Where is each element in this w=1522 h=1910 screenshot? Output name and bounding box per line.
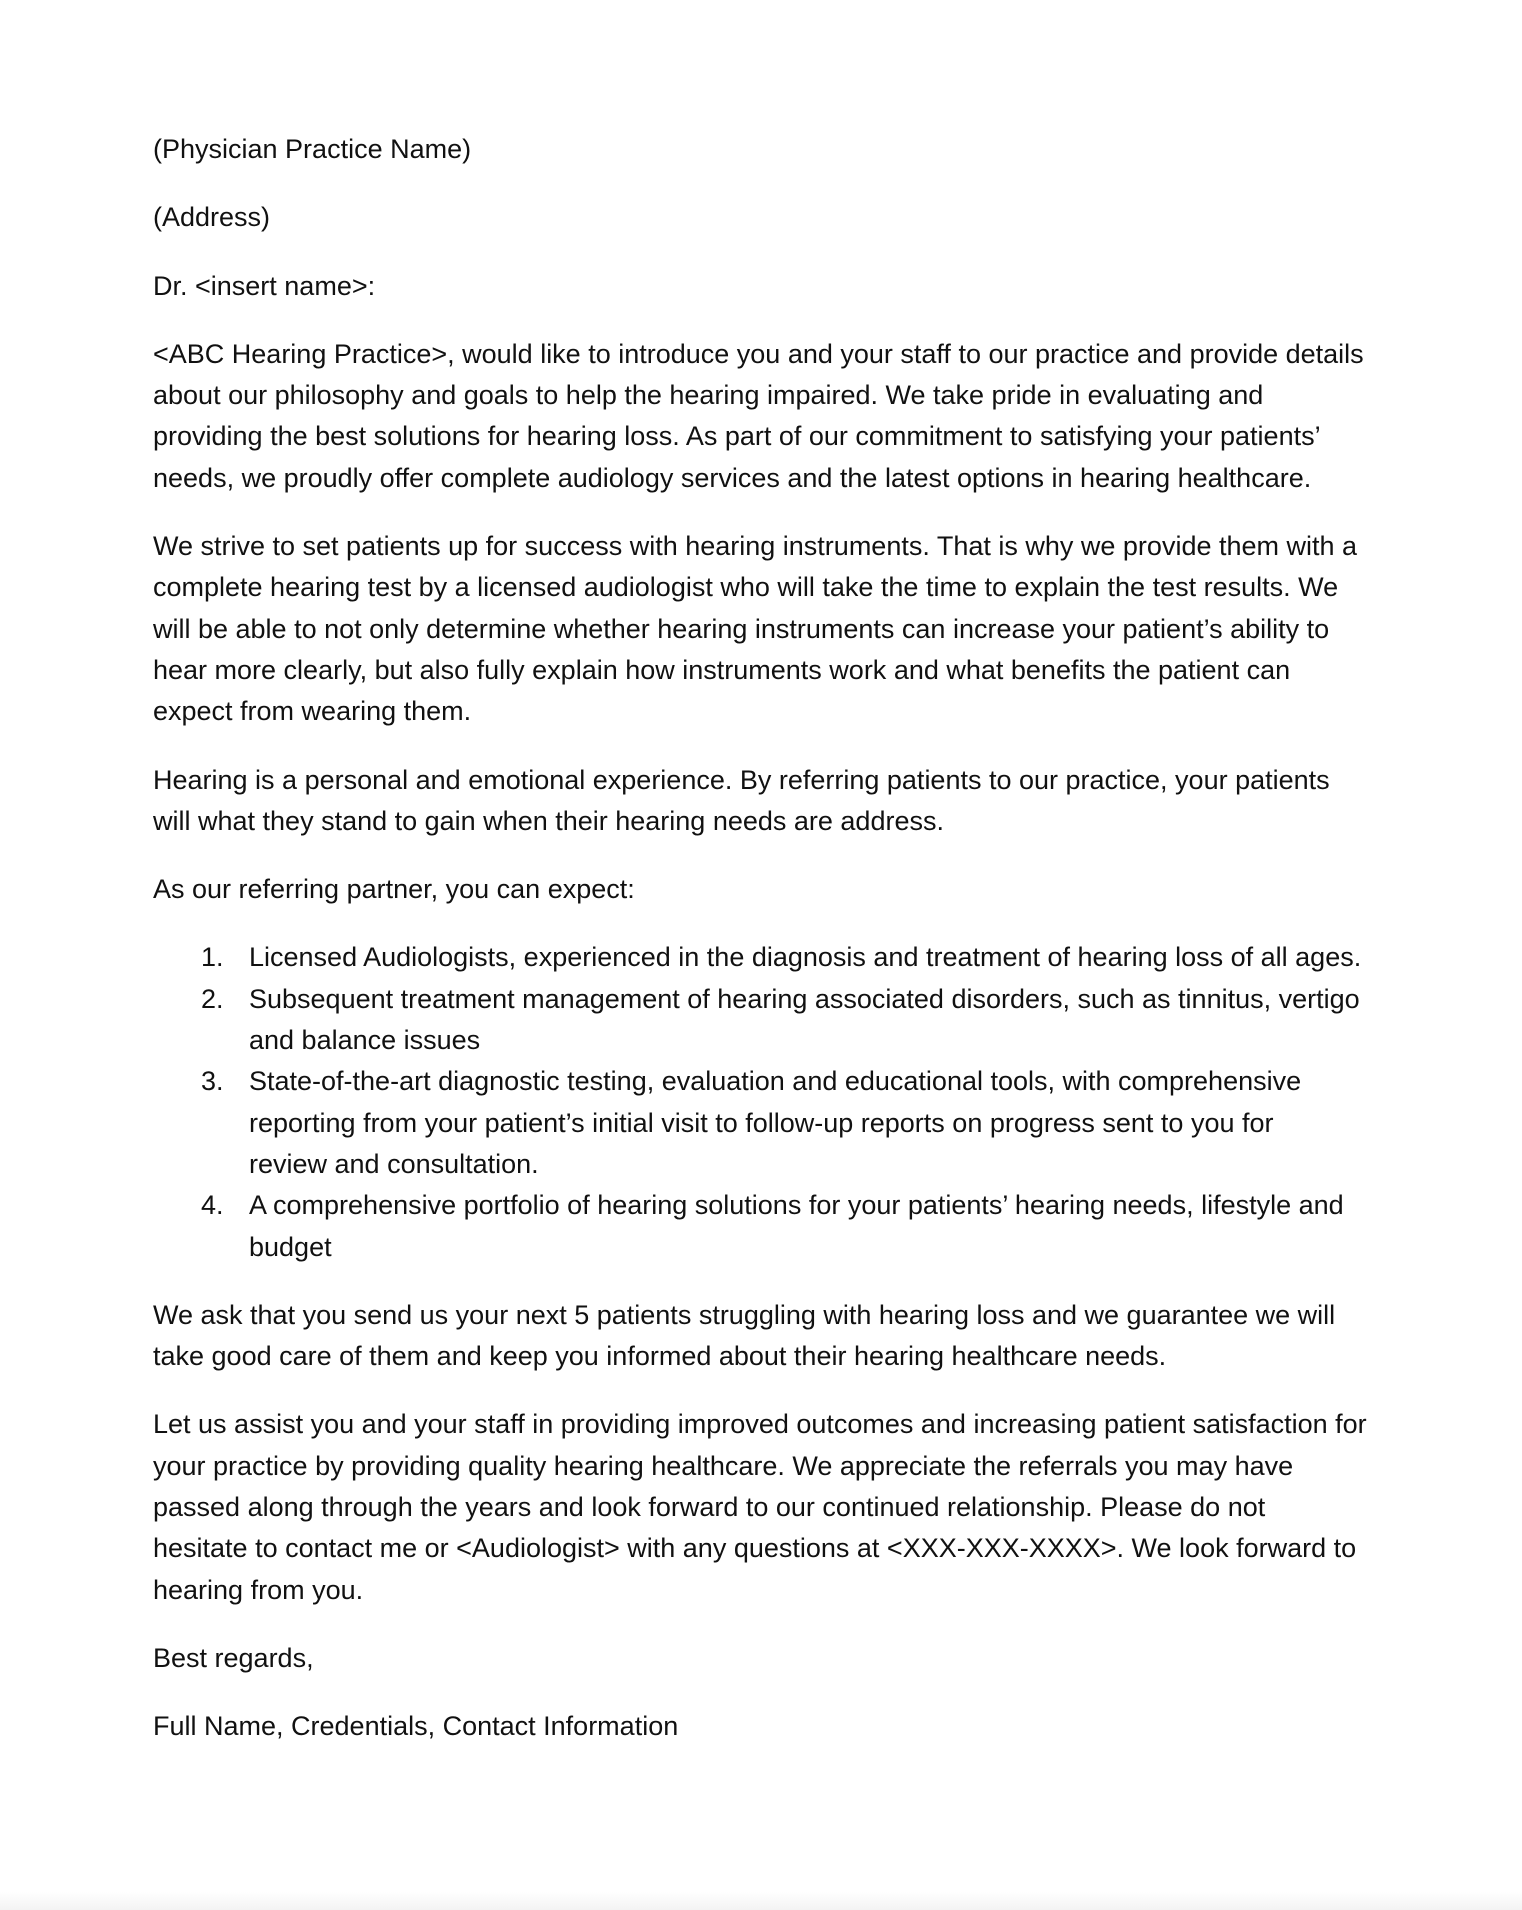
paragraph-line: Hearing is a personal and emotional experience. By referring patients to our practice, your patients: [153, 764, 1330, 795]
page-bottom-edge: [0, 1892, 1522, 1910]
paragraph-line: will what they stand to gain when their hearing needs are address.: [153, 805, 944, 836]
closing: Best regards,: [153, 1642, 314, 1673]
list-item: [153, 979, 1398, 1062]
list-item-line: Subsequent treatment management of hearing associated disorders, such as tinnitus, vertigo: [249, 983, 1360, 1014]
list-item-line: State-of-the-art diagnostic testing, evaluation and educational tools, with comprehensive: [249, 1066, 1302, 1097]
hearing-paragraph: [153, 760, 1398, 843]
list-item-line: reporting from your patient’s initial visit to follow-up reports on progress sent to you for: [249, 1107, 1274, 1138]
list-item-line: A comprehensive portfolio of hearing solutions for your patients’ hearing needs, lifestyle and: [249, 1190, 1344, 1221]
paragraph-line: We ask that you send us your next 5 patients struggling with hearing loss and we guarantee we will: [153, 1299, 1336, 1330]
referral-letter: [153, 129, 1398, 1775]
list-item-line: Licensed Audiologists, experienced in the diagnosis and treatment of hearing loss of all ages.: [249, 942, 1362, 973]
signature-line: Full Name, Credentials, Contact Information: [153, 1711, 679, 1742]
list-item-number: 3.: [201, 1066, 224, 1097]
paragraph-line: will be able to not only determine whether hearing instruments can increase your patient’s ability to: [153, 613, 1330, 644]
intro-paragraph: [153, 334, 1398, 499]
paragraph-line: providing the best solutions for hearing loss. As part of our commitment to satisfying your patients’: [153, 421, 1321, 452]
paragraph-line: complete hearing test by a licensed audiologist who will take the time to explain the test results. We: [153, 572, 1339, 603]
paragraph-line: take good care of them and keep you informed about their hearing healthcare needs.: [153, 1341, 1167, 1372]
list-item: [153, 1061, 1398, 1185]
address: (Address): [153, 202, 271, 233]
paragraph-line: needs, we proudly offer complete audiology services and the latest options in hearing healthcare.: [153, 462, 1312, 493]
paragraph-line: your practice by providing quality hearing healthcare. We appreciate the referrals you may have: [153, 1450, 1294, 1481]
paragraph-line: Let us assist you and your staff in providing improved outcomes and increasing patient satisfaction for: [153, 1409, 1367, 1440]
assist-paragraph: [153, 1404, 1398, 1610]
ask-paragraph: [153, 1295, 1398, 1378]
salutation: Dr. <insert name>:: [153, 270, 376, 301]
list-item: [153, 1185, 1398, 1268]
paragraph-line: about our philosophy and goals to help the hearing impaired. We take pride in evaluating and: [153, 380, 1264, 411]
paragraph-line: hesitate to contact me or <Audiologist> with any questions at <XXX-XXX-XXXX>. We look forward to: [153, 1533, 1357, 1564]
list-item: [153, 937, 1398, 978]
paragraph-line: expect from wearing them.: [153, 696, 472, 727]
strive-paragraph: [153, 526, 1398, 732]
paragraph-line: passed along through the years and look forward to our continued relationship. Please do not: [153, 1492, 1266, 1523]
paragraph-line: hearing from you.: [153, 1574, 364, 1605]
paragraph-line: We strive to set patients up for success with hearing instruments. That is why we provide them with a: [153, 531, 1358, 562]
practice-name: (Physician Practice Name): [153, 134, 472, 164]
list-item-line: budget: [249, 1231, 332, 1262]
list-item-number: 4.: [201, 1190, 224, 1221]
list-item-number: 1.: [201, 942, 224, 973]
expect-intro: As our referring partner, you can expect:: [153, 874, 635, 905]
list-item-line: and balance issues: [249, 1025, 481, 1056]
paragraph-line: hear more clearly, but also fully explain how instruments work and what benefits the patient can: [153, 654, 1291, 685]
list-item-number: 2.: [201, 983, 224, 1014]
list-item-line: review and consultation.: [249, 1148, 539, 1179]
expect-list: [153, 937, 1398, 1267]
paragraph-line: <ABC Hearing Practice>, would like to introduce you and your staff to our practice and provide details: [153, 338, 1364, 369]
